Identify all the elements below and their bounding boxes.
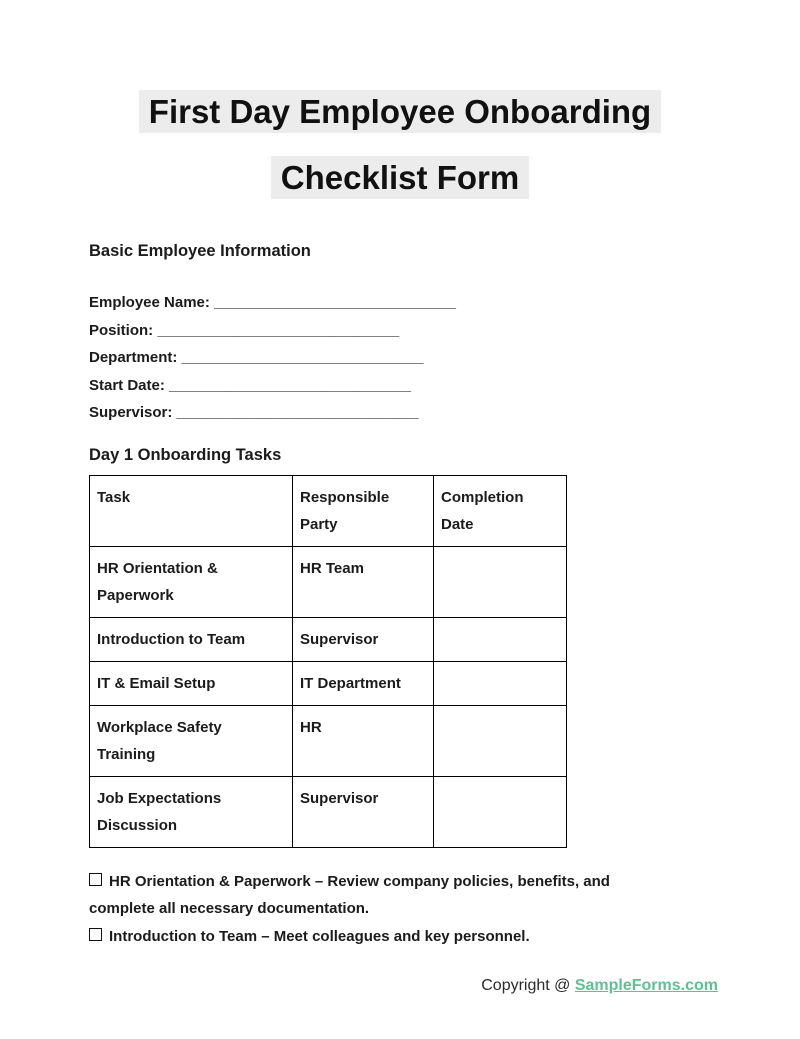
completion-date-cell[interactable] <box>434 776 567 847</box>
department-blank-line[interactable]: _____________________________ <box>181 349 424 366</box>
column-header-task: Task <box>90 475 293 546</box>
start-date-blank-line[interactable]: _____________________________ <box>169 376 411 394</box>
employee-name-field <box>89 289 718 317</box>
completion-date-cell[interactable] <box>434 705 567 776</box>
onboarding-tasks-table <box>89 475 567 848</box>
start-date-label: Start Date: <box>89 376 165 394</box>
basic-info-heading: Basic Employee Information <box>89 242 311 260</box>
task-cell: Job Expectations Discussion <box>90 776 293 847</box>
page-title-line-2 <box>82 156 718 199</box>
employee-name-blank-line[interactable]: _____________________________ <box>214 294 456 311</box>
footer <box>89 977 718 995</box>
checklist <box>89 868 669 951</box>
table-row <box>90 776 567 847</box>
supervisor-blank-line[interactable]: _____________________________ <box>176 404 419 421</box>
responsible-party-cell: HR <box>293 705 434 776</box>
position-field <box>89 317 718 345</box>
basic-info-fields <box>89 289 718 427</box>
position-blank-line[interactable]: _____________________________ <box>157 321 400 339</box>
table-row <box>90 617 567 661</box>
page-title-text-1: First Day Employee Onboarding <box>139 90 661 133</box>
employee-name-label: Employee Name: <box>89 294 210 311</box>
completion-date-cell[interactable] <box>434 546 567 617</box>
checkbox-icon[interactable] <box>89 928 102 941</box>
column-header-responsible-party: Responsible Party <box>293 475 434 546</box>
page-title <box>82 90 718 199</box>
checklist-item-text: Introduction to Team – Meet colleagues and key personnel. <box>109 927 530 945</box>
table-row <box>90 661 567 705</box>
responsible-party-cell: HR Team <box>293 546 434 617</box>
checklist-item <box>89 923 669 951</box>
responsible-party-cell: Supervisor <box>293 617 434 661</box>
page-title-text-2: Checklist Form <box>271 156 529 199</box>
task-cell: Introduction to Team <box>90 617 293 661</box>
supervisor-label: Supervisor: <box>89 404 173 421</box>
checkbox-icon[interactable] <box>89 873 102 886</box>
responsible-party-cell: IT Department <box>293 661 434 705</box>
copyright-text: Copyright @ <box>481 977 575 994</box>
completion-date-cell[interactable] <box>434 617 567 661</box>
department-field <box>89 344 718 372</box>
task-cell: IT & Email Setup <box>90 661 293 705</box>
completion-date-cell[interactable] <box>434 661 567 705</box>
table-row <box>90 546 567 617</box>
position-label: Position: <box>89 321 154 339</box>
checklist-item-text: HR Orientation & Paperwork – Review company policies, benefits, and complete all necessary documentation. <box>89 872 610 917</box>
task-cell: HR Orientation & Paperwork <box>90 546 293 617</box>
sampleforms-link[interactable]: SampleForms.com <box>574 977 718 994</box>
table-header-row <box>90 475 567 546</box>
day1-tasks-heading: Day 1 Onboarding Tasks <box>89 445 282 464</box>
checklist-item <box>89 868 669 923</box>
column-header-completion-date: Completion Date <box>434 475 567 546</box>
responsible-party-cell: Supervisor <box>293 776 434 847</box>
page-title-line-1 <box>82 90 718 133</box>
table-row <box>90 705 567 776</box>
department-label: Department: <box>89 349 178 366</box>
task-cell: Workplace Safety Training <box>90 705 293 776</box>
start-date-field <box>89 372 718 400</box>
supervisor-field <box>89 399 718 427</box>
